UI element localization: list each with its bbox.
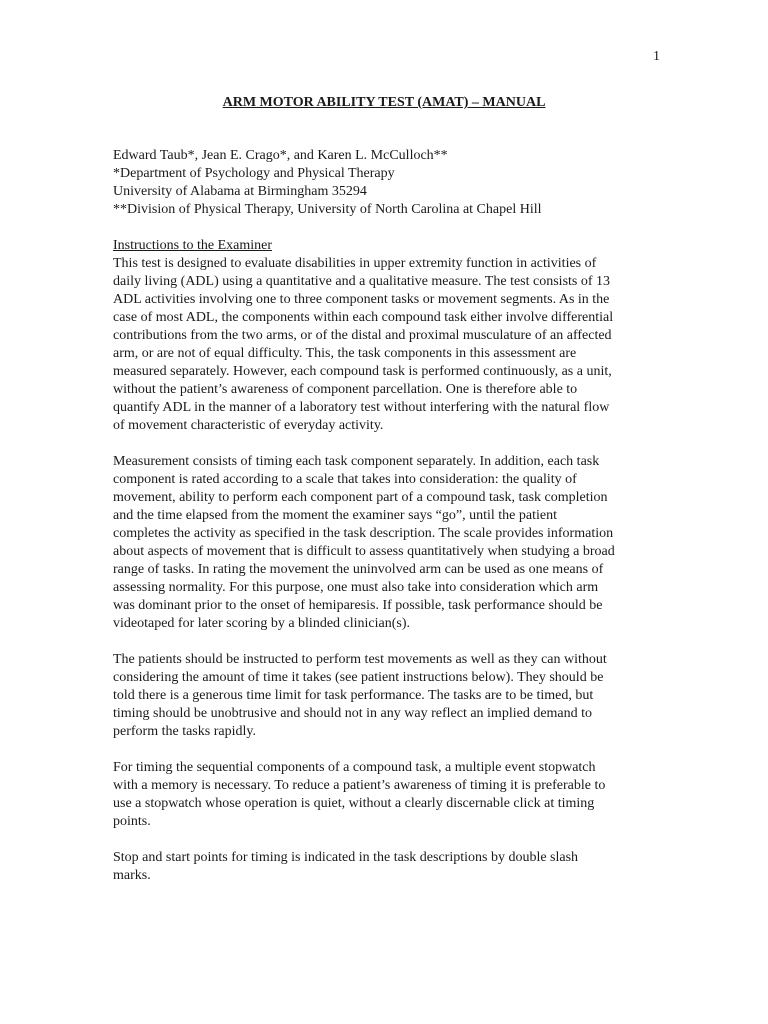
document-title: ARM MOTOR ABILITY TEST (AMAT) – MANUAL (222, 95, 546, 110)
author-line: Edward Taub*, Jean E. Crago*, and Karen L. McCulloch** (113, 148, 448, 163)
text-line: The patients should be instructed to perform test movements as well as they can without (113, 652, 607, 667)
text-line: without the patient’s awareness of component parcellation. One is therefore able to (113, 382, 578, 397)
text-line: marks. (113, 868, 151, 883)
paragraph-3 (113, 651, 658, 741)
text-line: daily living (ADL) using a quantitative and a qualitative measure. The test consists of 13 (113, 274, 611, 289)
text-line: use a stopwatch whose operation is quiet, without a clearly discernable click at timing (113, 796, 595, 811)
paragraph-2 (113, 453, 658, 633)
text-line: contributions from the two arms, or of the distal and proximal musculature of an affected (113, 328, 612, 343)
text-line: videotaped for later scoring by a blinded clinician(s). (113, 616, 411, 631)
text-line: considering the amount of time it takes (see patient instructions below). They should be (113, 670, 604, 685)
text-line: was dominant prior to the onset of hemiparesis. If possible, task performance should be (113, 598, 603, 613)
author-block (113, 147, 658, 219)
document-body (113, 147, 658, 903)
text-line: assessing normality. For this purpose, one must also take into consideration which arm (113, 580, 599, 595)
text-line: Measurement consists of timing each task component separately. In addition, each task (113, 454, 600, 469)
text-line: of movement characteristic of everyday activity. (113, 418, 384, 433)
text-line: component is rated according to a scale that takes into consideration: the quality of (113, 472, 577, 487)
text-line: case of most ADL, the components within each compound task either involve differential (113, 310, 614, 325)
paragraph-5 (113, 849, 658, 885)
text-line: timing should be unobtrusive and should not in any way reflect an implied demand to (113, 706, 593, 721)
text-line: quantify ADL in the manner of a laboratory test without interfering with the natural flow (113, 400, 610, 415)
text-line: and the time elapsed from the moment the examiner says “go”, until the patient (113, 508, 557, 523)
text-line: with a memory is necessary. To reduce a patient’s awareness of timing it is preferable to (113, 778, 606, 793)
paragraph-4 (113, 759, 658, 831)
text-line: about aspects of movement that is difficult to assess quantitatively when studying a broad (113, 544, 615, 559)
text-line: told there is a generous time limit for task performance. The tasks are to be timed, but (113, 688, 594, 703)
affiliation-line: *Department of Psychology and Physical Therapy (113, 166, 395, 181)
text-line: Stop and start points for timing is indicated in the task descriptions by double slash (113, 850, 579, 865)
section-heading: Instructions to the Examiner (113, 238, 273, 253)
text-line: movement, ability to perform each component part of a compound task, task completion (113, 490, 608, 505)
text-line: points. (113, 814, 151, 829)
text-line: For timing the sequential components of a compound task, a multiple event stopwatch (113, 760, 596, 775)
text-line: perform the tasks rapidly. (113, 724, 256, 739)
text-line: measured separately. However, each compound task is performed continuously, as a unit, (113, 364, 612, 379)
text-line: range of tasks. In rating the movement the uninvolved arm can be used as one means of (113, 562, 604, 577)
affiliation-line: University of Alabama at Birmingham 35294 (113, 184, 367, 199)
text-line: This test is designed to evaluate disabilities in upper extremity function in activities of (113, 256, 597, 271)
page-number: 1 (653, 49, 660, 64)
paragraph-1 (113, 255, 658, 435)
text-line: ADL activities involving one to three component tasks or movement segments. As in the (113, 292, 610, 307)
affiliation-line: **Division of Physical Therapy, University of North Carolina at Chapel Hill (113, 202, 542, 217)
text-line: arm, or are not of equal difficulty. This, the task components in this assessment are (113, 346, 577, 361)
text-line: completes the activity as specified in the task description. The scale provides information (113, 526, 614, 541)
